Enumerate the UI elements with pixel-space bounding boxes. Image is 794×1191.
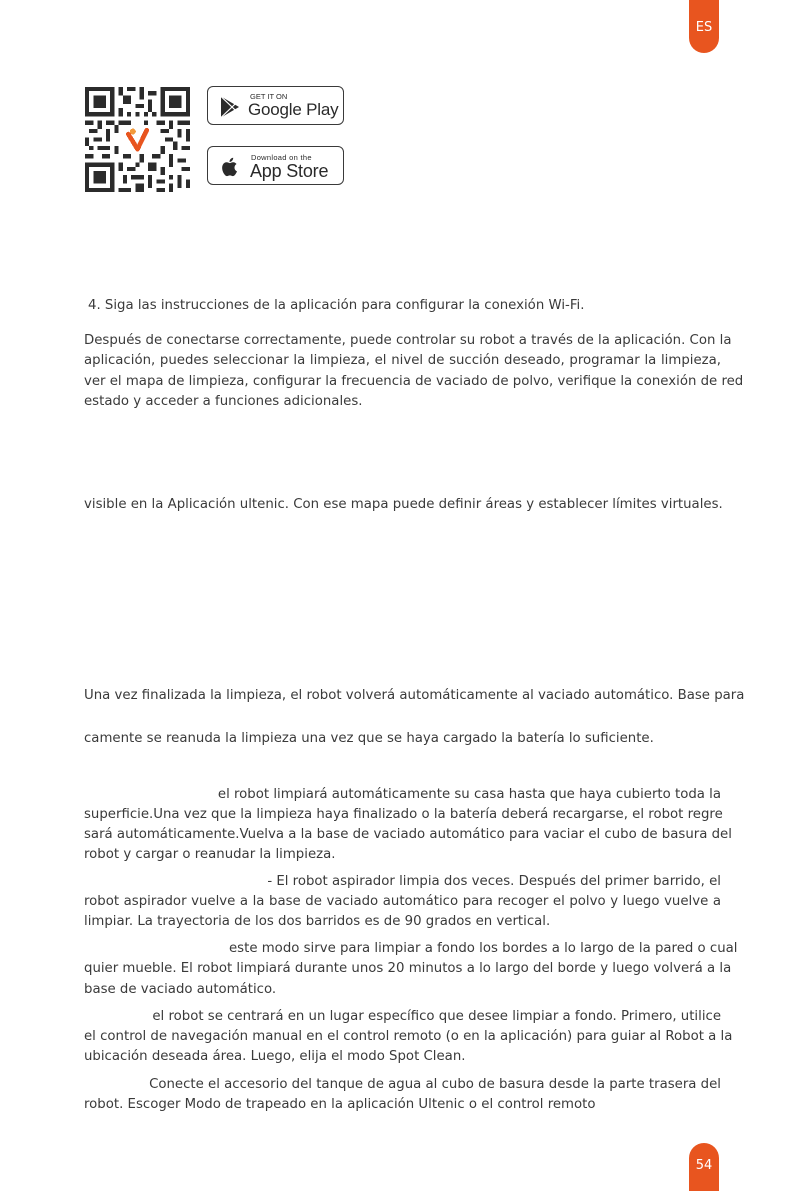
qr-code — [85, 87, 190, 192]
mop-mode-line: robot. Escoger Modo de trapeado en la aplicación Ultenic o el control remoto — [84, 1097, 596, 1112]
google-badge-title: Google Play — [248, 100, 339, 119]
google-play-badge[interactable] — [207, 86, 344, 125]
language-tab: ES — [689, 0, 719, 53]
auto-mode-line: sará automáticamente.Vuelva a la base de vaciado automático para vaciar el cubo de basura del — [84, 827, 732, 842]
paragraph-app-features-line: estado y acceder a funciones adicionales. — [84, 394, 363, 409]
auto-mode-line: el robot limpiará automáticamente su casa hasta que haya cubierto toda la — [217, 787, 721, 802]
mop-mode-line: Conecte el accesorio del tanque de agua al cubo de basura desde la parte trasera del — [149, 1077, 721, 1092]
apple-badge-title: App Store — [250, 161, 329, 181]
edge-mode-line: este modo sirve para limpiar a fondo los bordes a lo largo de la pared o cual — [229, 941, 738, 956]
google-badge-small-text: GET IT ON — [250, 92, 288, 101]
google-play-icon — [218, 95, 242, 119]
paragraph-app-features-line: Después de conectarse correctamente, puede controlar su robot a través de la aplicación. Con la — [84, 333, 732, 348]
apple-badge-small-text: Download on the — [251, 153, 312, 162]
app-store-badge[interactable] — [207, 146, 344, 185]
step-4-text: 4. Siga las instrucciones de la aplicación para configurar la conexión Wi-Fi. — [88, 298, 585, 313]
edge-mode-line: base de vaciado automático. — [84, 982, 277, 997]
double-mode-line: - El robot aspirador limpia dos veces. Después del primer barrido, el — [267, 874, 721, 889]
paragraph-app-features-line: aplicación, puedes seleccionar la limpieza, el nivel de succión deseado, programar la limpieza, — [84, 353, 721, 368]
spot-mode-line: el control de navegación manual en el control remoto (o en la aplicación) para guiar al Robot a la — [84, 1029, 733, 1044]
double-mode-line: limpiar. La trayectoria de los dos barridos es de 90 grados en vertical. — [84, 914, 551, 929]
resume-text: camente se reanuda la limpieza una vez que se haya cargado la batería lo suficiente. — [84, 731, 654, 746]
map-info-text: visible en la Aplicación ultenic. Con ese mapa puede definir áreas y establecer límites virtuales. — [84, 497, 723, 512]
auto-mode-line: robot y cargar o reanudar la limpieza. — [84, 847, 336, 862]
paragraph-app-features-line: ver el mapa de limpieza, configurar la frecuencia de vaciado de polvo, verifique la conexión de red — [84, 374, 744, 389]
apple-icon — [218, 155, 242, 179]
auto-return-text: Una vez finalizada la limpieza, el robot volverá automáticamente al vaciado automático. Base para — [84, 688, 745, 703]
spot-mode-line: ubicación deseada área. Luego, elija el modo Spot Clean. — [84, 1049, 466, 1064]
page-number: 54 — [689, 1143, 719, 1191]
spot-mode-line: el robot se centrará en un lugar específico que desee limpiar a fondo. Primero, utilice — [152, 1009, 721, 1024]
double-mode-line: robot aspirador vuelve a la base de vaciado automático para recoger el polvo y luego vuelve a — [84, 894, 721, 909]
auto-mode-line: superficie.Una vez que la limpieza haya finalizado o la batería deberá recargarse, el robot regre — [84, 807, 723, 822]
edge-mode-line: quier mueble. El robot limpiará durante unos 20 minutos a lo largo del borde y luego volverá a la — [84, 961, 732, 976]
